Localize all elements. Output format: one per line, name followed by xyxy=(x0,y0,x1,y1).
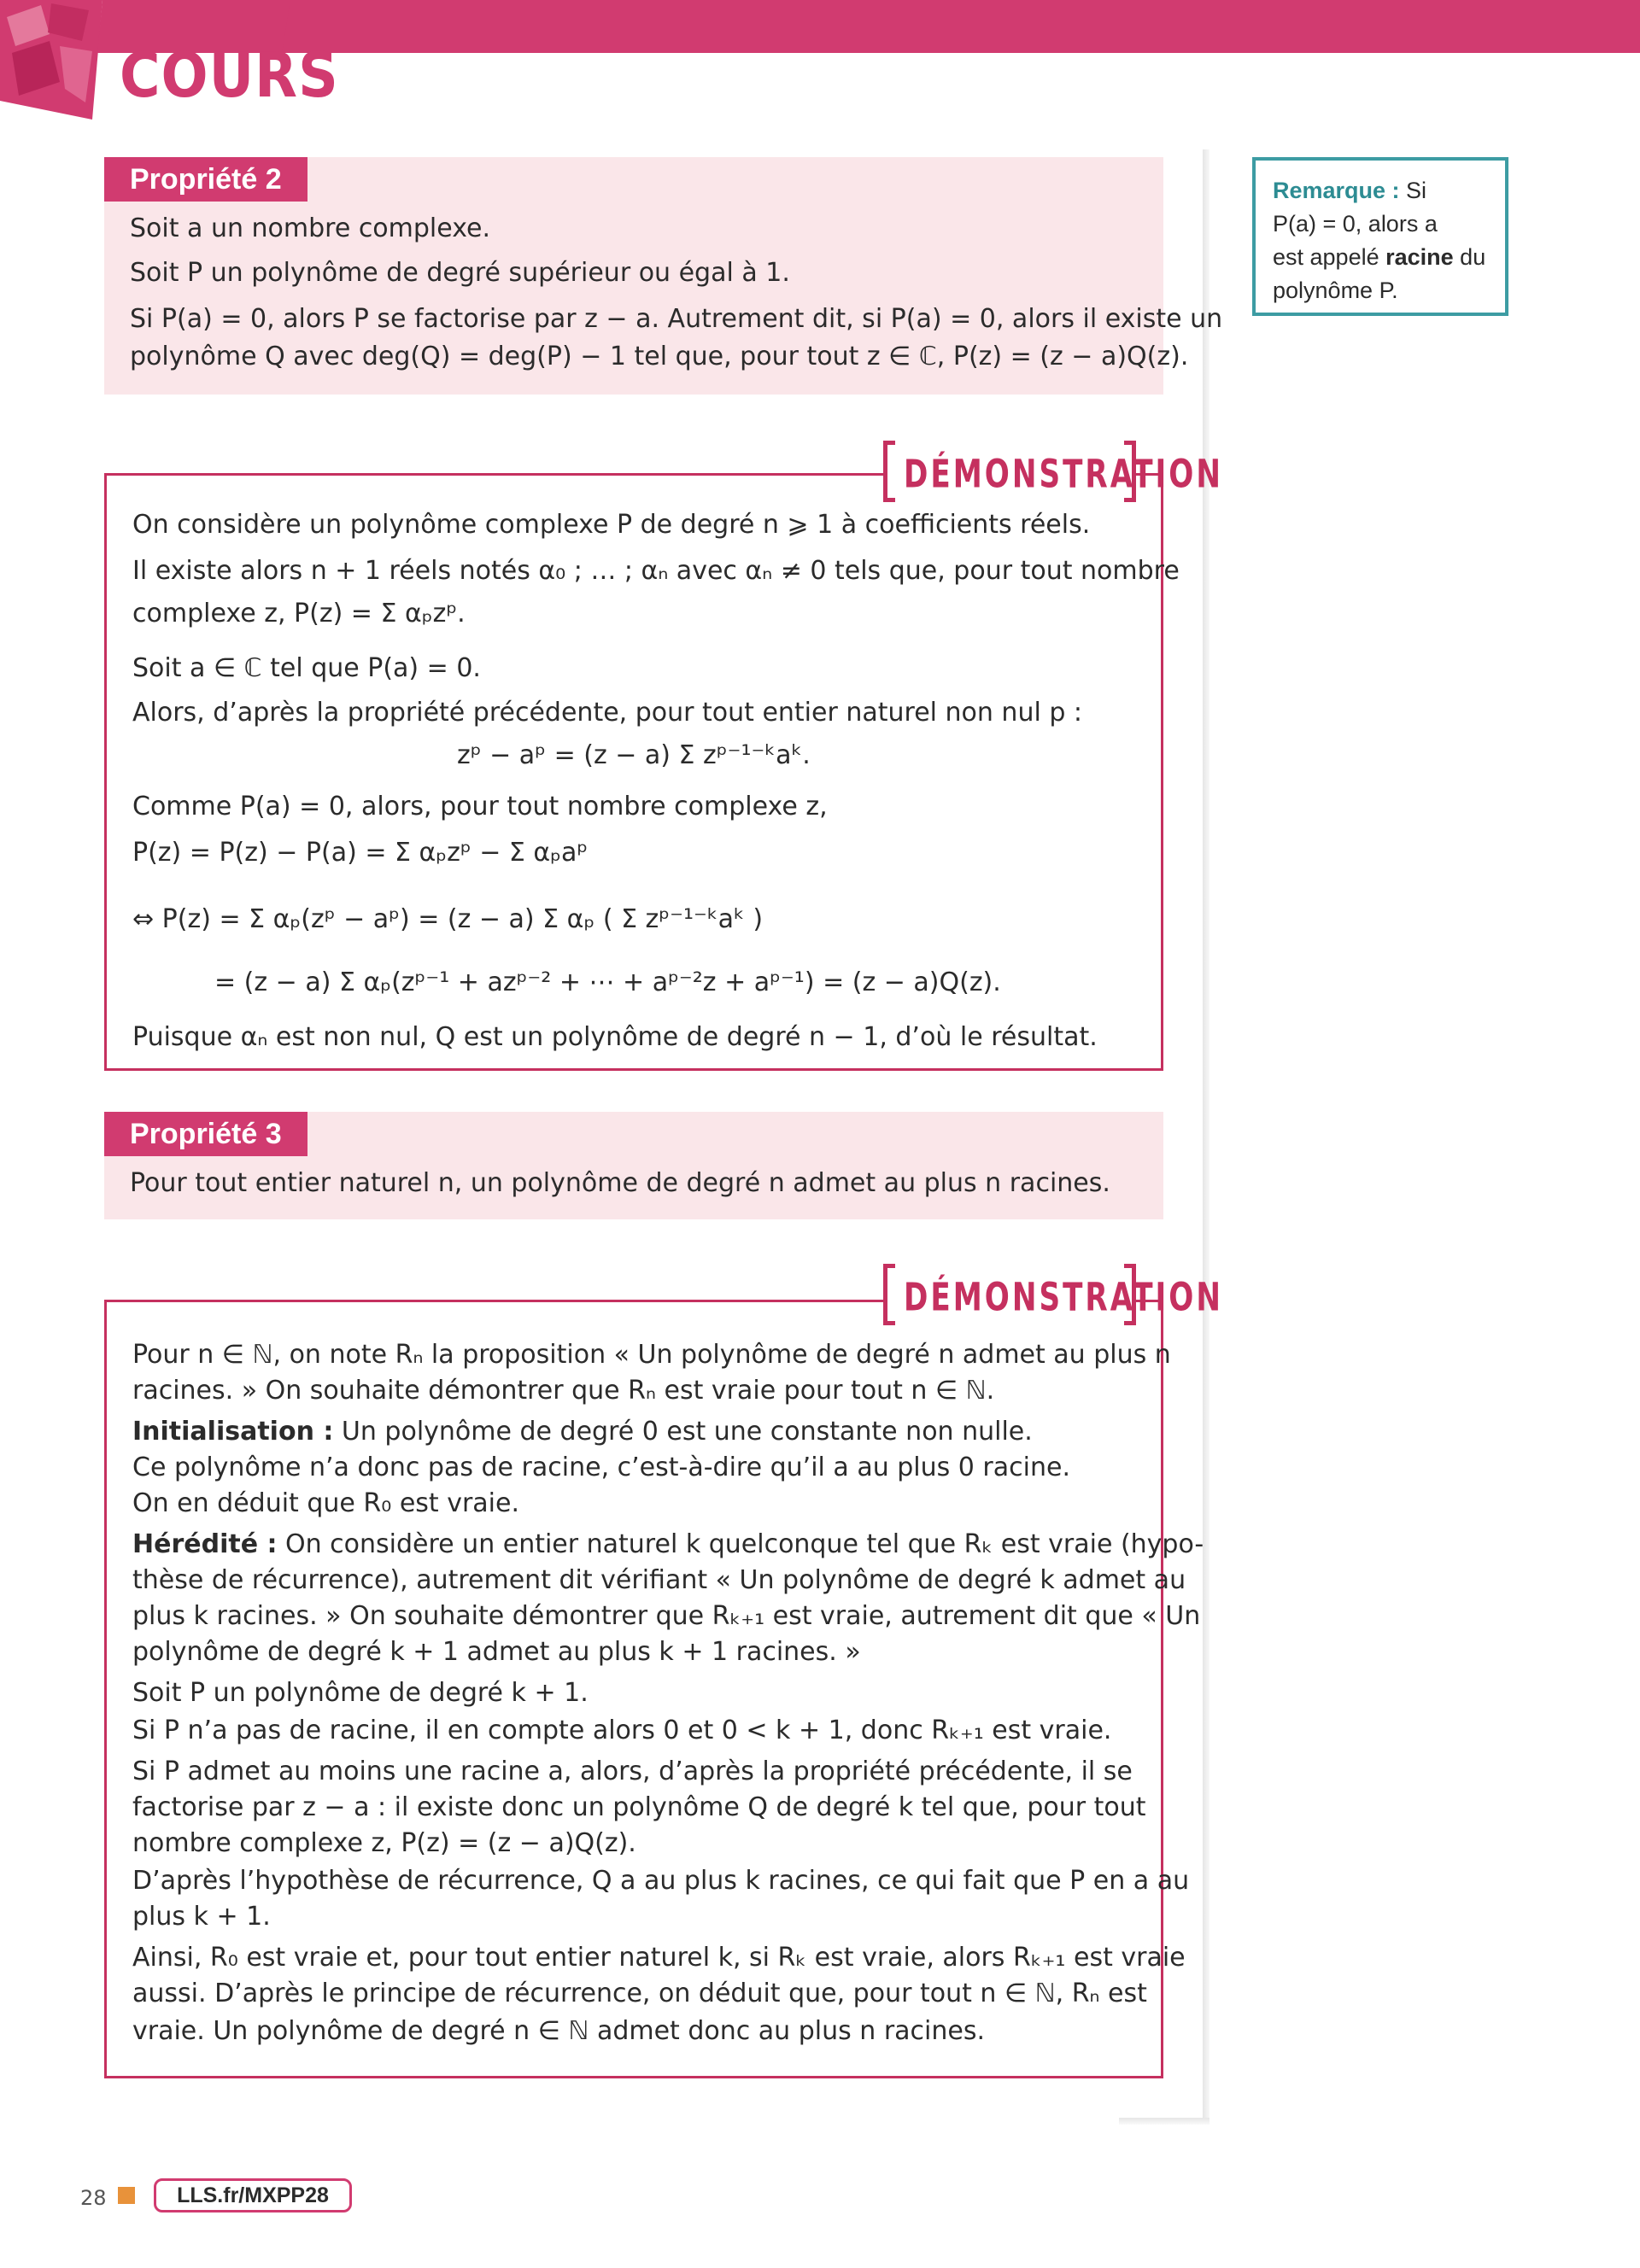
demo2-line-10: Soit P un polynôme de degré k + 1. xyxy=(132,1678,589,1708)
demo2-line-16: plus k + 1. xyxy=(132,1902,271,1932)
demo2-line-1: Pour n ∈ ℕ, on note Rₙ la proposition « Un polynôme de degré n admet au plus n xyxy=(132,1340,1171,1370)
demo2-line-6: On considère un entier naturel k quelconque tel que Rₖ est vraie (hypo- xyxy=(277,1529,1204,1559)
demo1-line-7: Comme P(a) = 0, alors, pour tout nombre complexe z, xyxy=(132,792,828,821)
page-edge-bottom xyxy=(1119,2118,1210,2125)
remark-line-3c: du xyxy=(1453,244,1486,271)
demo1-line-10: = (z − a) Σ αₚ(zᵖ⁻¹ + azᵖ⁻² + ⋯ + aᵖ⁻²z + aᵖ⁻¹) = (z − a)Q(z). xyxy=(214,967,1001,997)
heredite-label: Hérédité : xyxy=(132,1529,278,1559)
demo2-line-12: Si P admet au moins une racine a, alors, d’après la propriété précédente, il se xyxy=(132,1757,1133,1786)
initialisation-label: Initialisation : xyxy=(132,1417,334,1447)
demo2-line-18: aussi. D’après le principe de récurrence, on déduit que, pour tout n ∈ ℕ, Rₙ est xyxy=(132,1979,1147,2008)
bracket-left-icon xyxy=(883,1264,895,1325)
demo2-line-17: Ainsi, R₀ est vraie et, pour tout entier naturel k, si Rₖ est vraie, alors Rₖ₊₁ est vraie xyxy=(132,1943,1186,1973)
prop3-line-1: Pour tout entier naturel n, un polynôme de degré n admet au plus n racines. xyxy=(130,1168,1110,1198)
demo2-line-15: D’après l’hypothèse de récurrence, Q a au plus k racines, ce qui fait que P en a au xyxy=(132,1866,1190,1896)
demonstration-2-label-text: DÉMONSTRATION xyxy=(904,1274,1223,1320)
demonstration-1-label-text: DÉMONSTRATION xyxy=(904,451,1223,497)
remark-line-3a: est appelé xyxy=(1273,244,1386,271)
bracket-right-icon xyxy=(1124,441,1136,502)
page-number: 28 xyxy=(80,2186,107,2210)
remark-keyword: racine xyxy=(1385,244,1454,271)
remark-heading: Remarque : xyxy=(1273,178,1400,203)
remark-line-2: P(a) = 0, alors a xyxy=(1273,211,1438,237)
demo2-line-4: Ce polynôme n’a donc pas de racine, c’est-à-dire qu’il a au plus 0 racine. xyxy=(132,1453,1070,1482)
remark-line-4: polynôme P. xyxy=(1273,278,1398,304)
demo2-line-5: On en déduit que R₀ est vraie. xyxy=(132,1488,520,1518)
prop2-line-4: polynôme Q avec deg(Q) = deg(P) − 1 tel que, pour tout z ∈ ℂ, P(z) = (z − a)Q(z). xyxy=(130,342,1189,371)
remark-box xyxy=(1252,157,1508,316)
resource-link[interactable]: LLS.fr/MXPP28 xyxy=(154,2178,352,2212)
bracket-right-icon xyxy=(1124,1264,1136,1325)
demo1-line-8: P(z) = P(z) − P(a) = Σ αₚzᵖ − Σ αₚaᵖ xyxy=(132,838,589,868)
demo1-line-11: Puisque αₙ est non nul, Q est un polynôme de degré n − 1, d’où le résultat. xyxy=(132,1022,1098,1052)
demonstration-2-box xyxy=(104,1300,1204,2078)
footer-square-icon xyxy=(118,2187,135,2204)
property-3-tag: Propriété 3 xyxy=(104,1112,308,1156)
demo1-line-5: Alors, d’après la propriété précédente, pour tout entier naturel non nul p : xyxy=(132,698,1083,728)
prop2-line-1: Soit a un nombre complexe. xyxy=(130,213,491,243)
demonstration-2-label xyxy=(883,1264,1223,1329)
demo1-line-6: zᵖ − aᵖ = (z − a) Σ zᵖ⁻¹⁻ᵏaᵏ. xyxy=(457,740,811,770)
demo2-line-8: plus k racines. » On souhaite démontrer que Rₖ₊₁ est vraie, autrement dit que « Un xyxy=(132,1601,1201,1631)
bracket-left-icon xyxy=(883,441,895,502)
demo1-line-1: On considère un polynôme complexe P de degré n ⩾ 1 à coefficients réels. xyxy=(132,510,1091,540)
demo1-line-4: Soit a ∈ ℂ tel que P(a) = 0. xyxy=(132,653,481,683)
demo2-line-9: polynôme de degré k + 1 admet au plus k + 1 racines. » xyxy=(132,1637,861,1667)
demo2-line-13: factorise par z − a : il existe donc un polynôme Q de degré k tel que, pour tout xyxy=(132,1792,1146,1822)
demo2-line-11: Si P n’a pas de racine, il en compte alors 0 et 0 < k + 1, donc Rₖ₊₁ est vraie. xyxy=(132,1716,1112,1745)
demo1-line-3: complexe z, P(z) = Σ αₚzᵖ. xyxy=(132,599,466,628)
demonstration-1-box xyxy=(104,473,1180,1071)
property-2-tag: Propriété 2 xyxy=(104,157,308,202)
prop2-line-3: Si P(a) = 0, alors P se factorise par z − a. Autrement dit, si P(a) = 0, alors il existe un xyxy=(130,304,1223,334)
prop2-line-2: Soit P un polynôme de degré supérieur ou égal à 1. xyxy=(130,258,790,288)
section-title: COURS xyxy=(120,39,339,111)
remark-line-1: Si xyxy=(1399,178,1427,203)
demonstration-1-label xyxy=(883,441,1223,506)
header-bar xyxy=(280,0,1640,53)
property-3-box xyxy=(104,1112,1163,1219)
demo2-line-7: thèse de récurrence), autrement dit vérifiant « Un polynôme de degré k admet au xyxy=(132,1565,1186,1595)
demo1-line-9: ⇔ P(z) = Σ αₚ(zᵖ − aᵖ) = (z − a) Σ αₚ ( Σ zᵖ⁻¹⁻ᵏaᵏ ) xyxy=(132,904,764,934)
demo2-line-14: nombre complexe z, P(z) = (z − a)Q(z). xyxy=(132,1828,636,1858)
demo1-line-2: Il existe alors n + 1 réels notés α₀ ; … ; αₙ avec αₙ ≠ 0 tels que, pour tout nombre xyxy=(132,556,1180,586)
page-edge xyxy=(1203,149,1210,2122)
demo2-line-19: vraie. Un polynôme de degré n ∈ ℕ admet donc au plus n racines. xyxy=(132,2016,986,2046)
demo2-line-2: racines. » On souhaite démontrer que Rₙ est vraie pour tout n ∈ ℕ. xyxy=(132,1376,995,1406)
demo2-line-3: Un polynôme de degré 0 est une constante non nulle. xyxy=(333,1417,1033,1447)
property-2-box xyxy=(104,157,1223,395)
